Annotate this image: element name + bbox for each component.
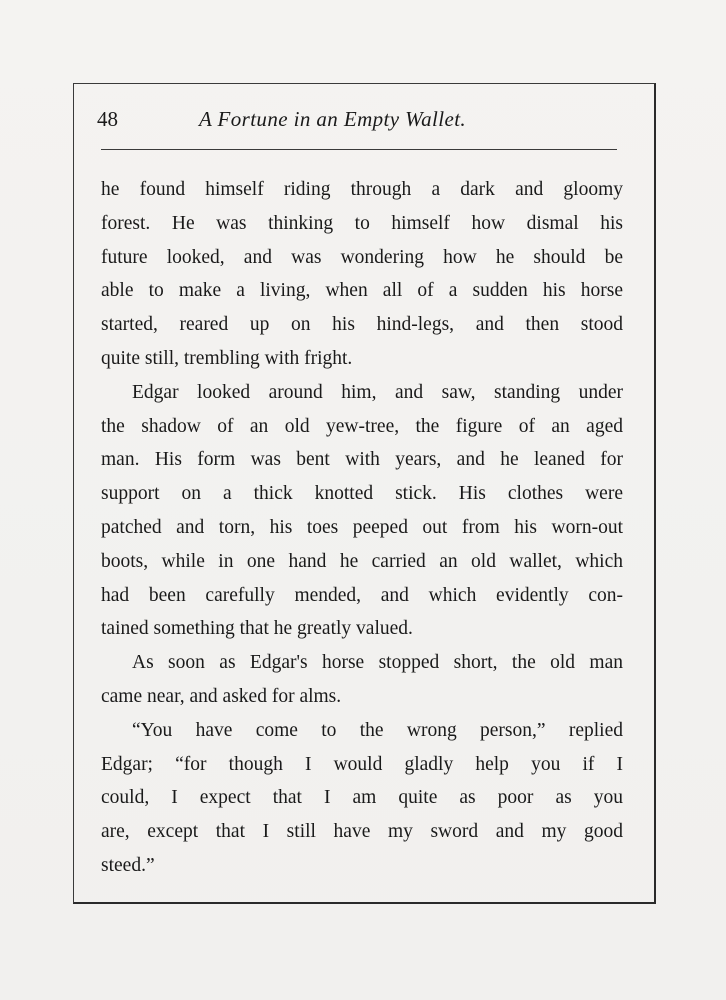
text-line: could, I expect that I am quite as poor as you (101, 787, 623, 809)
text-line: future looked, and was wondering how he should be (101, 246, 623, 268)
text-line: he found himself riding through a dark and gloomy (101, 179, 623, 200)
text-line: boots, while in one hand he carried an old wallet, which (101, 550, 623, 572)
text-line: support on a thick knotted stick. His clothes were (101, 483, 623, 505)
running-head (97, 104, 615, 134)
text-line: Edgar; “for though I would gladly help you if I (101, 753, 623, 775)
text-line: came near, and asked for alms. (101, 685, 342, 707)
text-line: started, reared up on his hind-legs, and then stood (101, 314, 623, 336)
text-line: had been carefully mended, and which evidently con- (101, 584, 623, 606)
text-line: As soon as Edgar's horse stopped short, the old man (132, 652, 623, 674)
text-line: tained something that he greatly valued. (101, 618, 413, 640)
text-line: are, except that I still have my sword and my good (101, 821, 623, 843)
text-line: “You have come to the wrong person,” replied (132, 719, 623, 741)
text-line: Edgar looked around him, and saw, standing under (132, 381, 623, 403)
text-line: patched and torn, his toes peeped out from his worn-out (101, 516, 623, 538)
page-number: 48 (97, 107, 118, 131)
running-title: A Fortune in an Empty Wallet. (199, 107, 467, 131)
header-rule (101, 149, 617, 150)
body-text (101, 173, 623, 883)
text-line: the shadow of an old yew-tree, the figure of an aged (101, 415, 623, 437)
text-line: man. His form was bent with years, and he leaned for (101, 449, 623, 471)
text-line: quite still, trembling with fright. (101, 347, 353, 369)
text-line: able to make a living, when all of a sudden his horse (101, 280, 623, 302)
text-line: forest. He was thinking to himself how dismal his (101, 212, 623, 234)
text-line: steed.” (101, 854, 155, 876)
